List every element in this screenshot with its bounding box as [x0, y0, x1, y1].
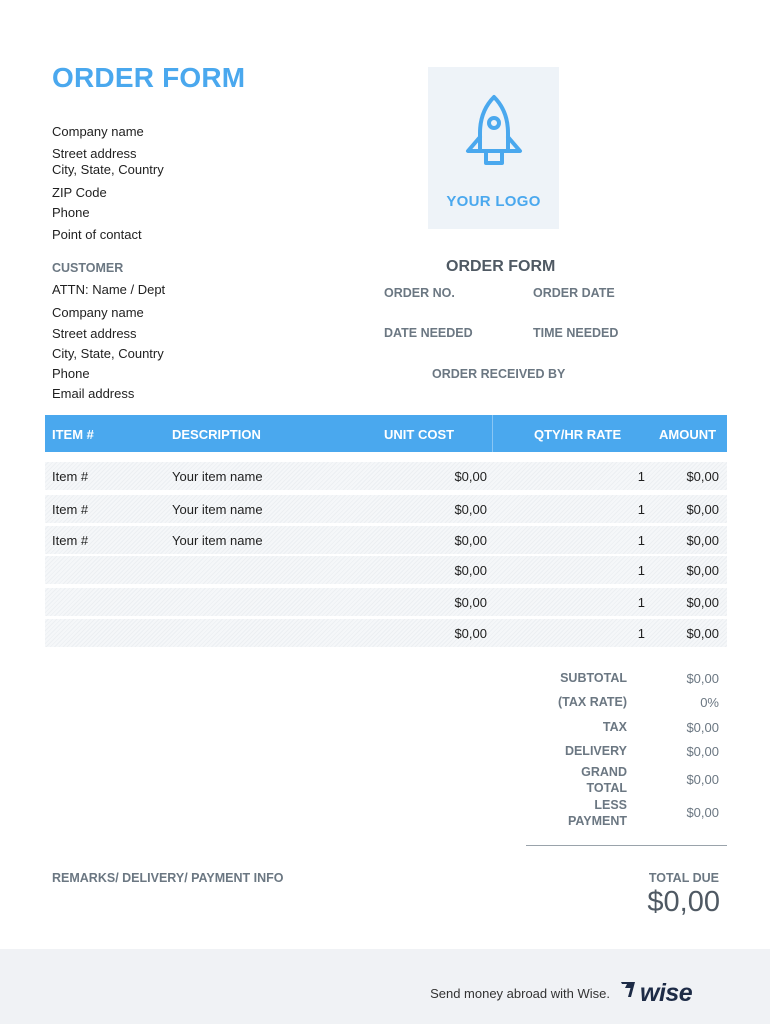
- remarks-label: REMARKS/ DELIVERY/ PAYMENT INFO: [52, 871, 284, 885]
- row-item: Item #: [52, 469, 89, 484]
- table-row[interactable]: [45, 495, 727, 523]
- page-title: ORDER FORM: [52, 62, 246, 93]
- logo-text: YOUR LOGO: [446, 193, 541, 210]
- row-item: Item #: [52, 533, 89, 548]
- customer-company: Company name: [52, 305, 144, 320]
- wise-flag-icon: [620, 980, 636, 998]
- customer-city: City, State, Country: [52, 346, 164, 361]
- less-payment-label-line2: PAYMENT: [567, 814, 627, 828]
- company-phone: Phone: [52, 205, 90, 220]
- order-form-subheading: ORDER FORM: [446, 258, 556, 275]
- row-amount: $0,00: [686, 533, 719, 548]
- rocket-icon: [462, 93, 526, 181]
- row-amount: $0,00: [686, 563, 719, 578]
- row-amount: $0,00: [686, 595, 719, 610]
- row-amount: $0,00: [686, 626, 719, 641]
- table-row[interactable]: [45, 619, 727, 647]
- logo-placeholder[interactable]: [428, 67, 559, 229]
- row-qty: 1: [637, 595, 645, 610]
- customer-phone: Phone: [52, 366, 90, 381]
- table-row[interactable]: [45, 526, 727, 554]
- table-header: [45, 415, 727, 452]
- customer-attn: ATTN: Name / Dept: [52, 282, 166, 297]
- company-name: Company name: [52, 124, 144, 139]
- header-unit-cost: UNIT COST: [384, 427, 455, 442]
- customer-street: Street address: [52, 326, 137, 341]
- footer-tagline: Send money abroad with Wise.: [430, 986, 610, 1001]
- tax-rate-label: (TAX RATE): [558, 695, 627, 709]
- header-item: ITEM #: [52, 427, 94, 442]
- grand-total-label-line2: TOTAL: [586, 781, 627, 795]
- row-unit-cost: $0,00: [454, 563, 487, 578]
- table-row[interactable]: [45, 462, 727, 490]
- delivery-value: $0,00: [686, 744, 719, 759]
- total-due-value: $0,00: [647, 886, 720, 918]
- time-needed-label: TIME NEEDED: [533, 326, 619, 340]
- header-qty-rate: QTY/HR RATE: [534, 427, 622, 442]
- less-payment-value: $0,00: [686, 805, 719, 820]
- row-description: Your item name: [172, 533, 263, 548]
- subtotal-value: $0,00: [686, 671, 719, 686]
- row-qty: 1: [637, 469, 645, 484]
- row-unit-cost: $0,00: [454, 469, 487, 484]
- row-qty: 1: [637, 502, 645, 517]
- tax-rate-value: 0%: [700, 695, 719, 710]
- date-needed-label: DATE NEEDED: [384, 326, 473, 340]
- customer-email: Email address: [52, 386, 135, 401]
- header-description: DESCRIPTION: [172, 427, 261, 442]
- order-no-label: ORDER NO.: [384, 286, 455, 300]
- tax-label: TAX: [602, 720, 627, 734]
- row-qty: 1: [637, 533, 645, 548]
- less-payment-label: [507, 797, 627, 829]
- row-unit-cost: $0,00: [454, 533, 487, 548]
- total-due-label: TOTAL DUE: [648, 871, 719, 885]
- grand-total-value: $0,00: [686, 772, 719, 787]
- order-date-label: ORDER DATE: [533, 286, 615, 300]
- row-unit-cost: $0,00: [454, 502, 487, 517]
- row-unit-cost: $0,00: [454, 595, 487, 610]
- row-qty: 1: [637, 626, 645, 641]
- subtotal-label: SUBTOTAL: [560, 671, 627, 685]
- row-unit-cost: $0,00: [454, 626, 487, 641]
- wise-logo: wise: [640, 979, 693, 1007]
- row-amount: $0,00: [686, 502, 719, 517]
- header-amount: AMOUNT: [659, 427, 717, 442]
- tax-value: $0,00: [686, 720, 719, 735]
- table-row[interactable]: [45, 556, 727, 584]
- row-description: Your item name: [172, 502, 263, 517]
- header-separator: [492, 415, 493, 452]
- company-contact: Point of contact: [52, 227, 142, 242]
- customer-heading: CUSTOMER: [52, 261, 124, 275]
- footer-banner[interactable]: [0, 949, 770, 1024]
- company-city: City, State, Country: [52, 162, 164, 177]
- order-received-by-label: ORDER RECEIVED BY: [432, 367, 566, 381]
- row-description: Your item name: [172, 469, 263, 484]
- delivery-label: DELIVERY: [564, 744, 627, 758]
- company-zip: ZIP Code: [52, 185, 107, 200]
- less-payment-label-line1: LESS: [594, 798, 627, 812]
- summary-divider: [526, 845, 727, 846]
- table-row[interactable]: [45, 588, 727, 616]
- row-amount: $0,00: [686, 469, 719, 484]
- row-item: Item #: [52, 502, 89, 517]
- row-qty: 1: [637, 563, 645, 578]
- grand-total-label: [507, 764, 627, 796]
- grand-total-label-line1: GRAND: [581, 765, 627, 779]
- company-street: Street address: [52, 146, 137, 161]
